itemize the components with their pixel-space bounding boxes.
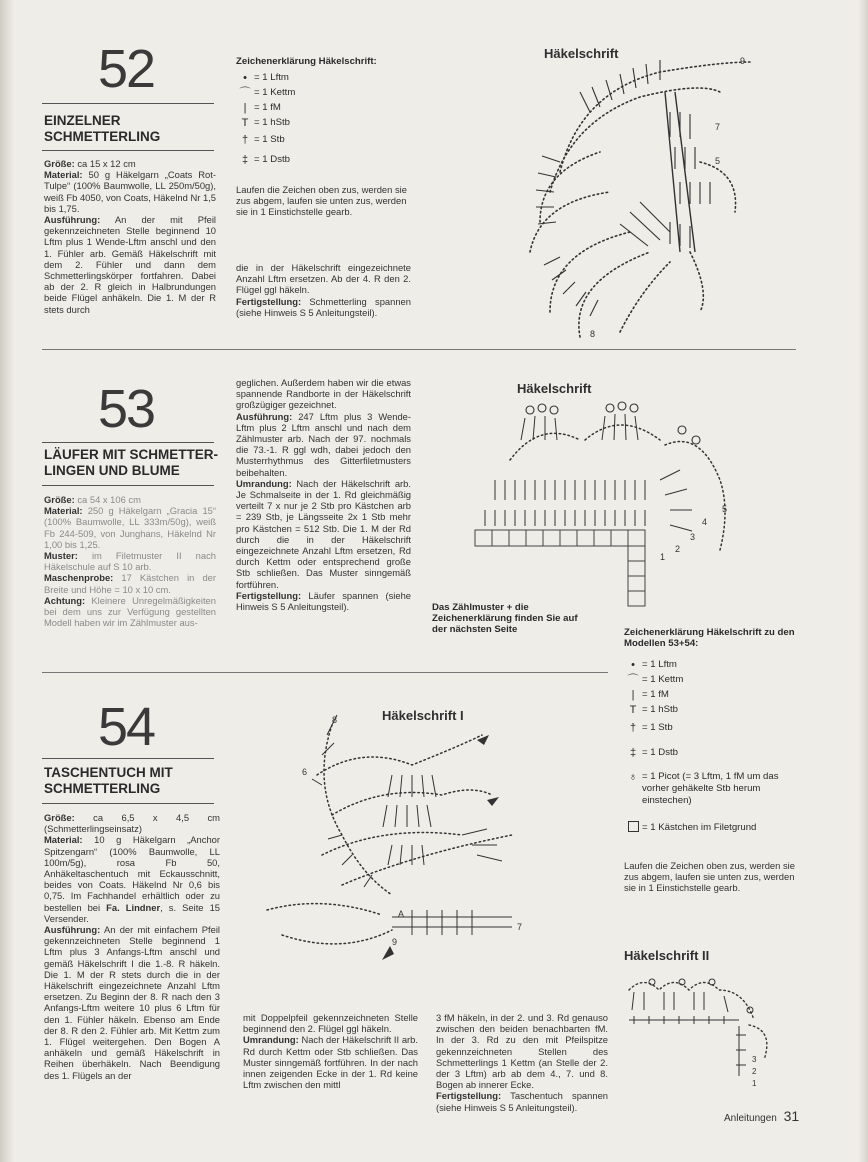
crochet-chart-edging-54 bbox=[624, 970, 784, 1090]
size-value: ca 54 x 106 cm bbox=[77, 494, 141, 505]
model-title-52 bbox=[44, 113, 160, 145]
title-rule bbox=[42, 485, 214, 486]
material-text: 50 g Häkelgarn „Coats Rot-Tulpe“ (100% Baumwolle, LL 250m/50g), weiß Fb 4050, von Coats, Häkelnd Nr 1,5 bis 1,75. bbox=[44, 169, 216, 214]
instructions-54-col3 bbox=[436, 1012, 608, 1113]
gauge-text: 17 Kästchen in der Breite und Höhe = 10 x 10 cm. bbox=[44, 572, 216, 595]
size-value: ca 6,5 x 4,5 cm (Schmetterlingseinsatz) bbox=[44, 812, 220, 835]
model-number-53: 53 bbox=[98, 379, 155, 439]
finishing-text: Taschentuch spannen (siehe Hinweis S 5 Anleitungsteil). bbox=[436, 1090, 609, 1113]
title-line: LÄUFER MIT SCHMETTER- bbox=[44, 447, 218, 462]
instructions-53-cont bbox=[236, 377, 411, 612]
bow-a-label: A bbox=[398, 909, 405, 919]
row-number-label: 8 bbox=[590, 329, 596, 339]
finishing-text: Schmetterling spannen (siehe Hinweis S 5 Anleitungsteil). bbox=[236, 295, 411, 318]
half-double-crochet-icon: T bbox=[241, 116, 249, 129]
page-right-edge bbox=[858, 0, 868, 1162]
filet-square-icon bbox=[624, 821, 642, 835]
row-number-label: 5 bbox=[722, 504, 728, 514]
instructions-text: An der mit einfachem Pfeil gekennzeichneten Stelle beginnend 1 Lftm plus 3 Anfangs-Lftm anschl und gemäß Häkelschrift I die 1.-8. R häkeln. Die 1. M der R stets durch die in der Häkelschrift eingezeichnete Anzahl Lftm ersetzen. Zu Beginn der 8. R nach den 3 Anfangs-Lftm weitere 10 plus 6 Lftm für den 1. Fühler häkeln. Ebenso am Ende der 8. R den 2. Fühler arb. Mit Kettm zum 1. Flügel weitergehen. Den Bogen A anhäkeln und gemäß Häkelschrift in Reihen überhäkeln. Nach Beendigung des 1. Flügels an der bbox=[44, 924, 220, 1081]
footer bbox=[724, 1108, 799, 1124]
legend-label: = 1 Stb bbox=[254, 133, 285, 145]
legend-title-53-54: Zeichenerklärung Häkelschrift zu den Modellen 53+54: bbox=[624, 627, 795, 649]
title-line: TASCHENTUCH MIT bbox=[44, 765, 173, 780]
crochet-chart-butterfly-52 bbox=[520, 52, 780, 342]
legend-label: = 1 hStb bbox=[254, 116, 291, 128]
label-fertigstellung: Fertigstellung: bbox=[236, 589, 302, 601]
edging-text: Nach der Häkelschrift arb. Je Schmalseite in der 1. Rd gleichmäßig verteilt 7 x nur je 2 Stb pro Kästchen arb = 239 Stb, je Längsseite 2x 1 Stb mehr pro Kästchen = 512 Stb. Die 1. M der Rd durch die in der Häkelschrift eingezeichnete Anzahl Lftm ersetzen, Rd durch Kettm oder entsprechend große Stb schließen. Das Muster sinngemäß fortführen. bbox=[236, 477, 411, 590]
chart-title-53: Häkelschrift bbox=[517, 381, 592, 396]
note-text: Kleinere Unregelmäßigkeiten bei dem uns zur Verfügung gestellten Modell haben wir im Zählmuster aus- bbox=[44, 594, 216, 629]
double-crochet-icon: † bbox=[629, 722, 637, 734]
label-maschenprobe: Maschenprobe: bbox=[44, 572, 114, 584]
row-number-label: 1 bbox=[660, 552, 666, 562]
treble-crochet-icon: ‡ bbox=[629, 747, 637, 759]
edging-text: Nach der Häkelschrift II arb. Rd durch Kettm oder Stb schließen. Das Muster sinngemäß fortführen. In der nach innen zeigenden Ecke in der 1. Rd keine Lftm zwischen den mittl bbox=[243, 1034, 418, 1091]
row-number-label: 1 bbox=[752, 1079, 757, 1088]
row-number-label: 9 bbox=[392, 937, 398, 947]
chart-title-54-ii: Häkelschrift II bbox=[624, 948, 710, 963]
crochet-chart-butterfly-54 bbox=[262, 705, 562, 975]
row-number-label: 3 bbox=[690, 532, 696, 542]
row-number-label: 6 bbox=[302, 767, 308, 777]
legend-52 bbox=[236, 70, 411, 171]
instructions-53 bbox=[44, 494, 216, 628]
instructions-52-cont bbox=[236, 262, 411, 318]
label-umrandung: Umrandung: bbox=[243, 1034, 299, 1046]
label-groesse: Größe: bbox=[44, 158, 75, 169]
half-double-crochet-icon: T bbox=[629, 703, 637, 716]
material-text: , s. Seite 15 Versender. bbox=[44, 901, 220, 924]
picot-icon: ♁ bbox=[628, 771, 638, 783]
legend-title-52: Zeichenerklärung Häkelschrift: bbox=[236, 56, 377, 67]
row-number-label: 8 bbox=[332, 715, 338, 725]
legend-label: = 1 Picot (= 3 Lftm, 1 fM um das vorher gehäkelte Stb herum einstechen) bbox=[642, 771, 779, 806]
chain-stitch-icon: • bbox=[243, 71, 247, 84]
legend-label: = 1 Kettm bbox=[254, 86, 296, 98]
single-crochet-icon: | bbox=[243, 101, 247, 114]
label-achtung: Achtung: bbox=[44, 594, 86, 606]
label-ausfuehrung: Ausführung: bbox=[44, 214, 101, 226]
label-umrandung: Umrandung: bbox=[236, 477, 292, 489]
counting-chart-note: Das Zählmuster + die Zeichenerklärung finden Sie auf der nächsten Seite bbox=[432, 602, 578, 635]
title-rule bbox=[42, 758, 214, 759]
legend-label: = 1 Lftm bbox=[254, 71, 289, 83]
label-material: Material: bbox=[44, 169, 83, 181]
section-divider bbox=[42, 349, 796, 350]
legend-label: = 1 fM bbox=[254, 101, 281, 113]
section-divider bbox=[42, 672, 608, 673]
title-rule bbox=[42, 103, 214, 104]
title-line: SCHMETTERLING bbox=[44, 129, 161, 144]
row-number-label: 7 bbox=[517, 922, 523, 932]
legend-label: = 1 fM bbox=[642, 688, 669, 700]
slip-stitch-icon: ⌒ bbox=[627, 673, 639, 686]
material-text: 10 g Häkelgarn „Anchor Spitzengarn“ (100% Baumwolle, LL 100m/5g), rosa Fb 50, Anhäkeltaschentuch mit Eckausschnitt, beides von Coats. Häkelnd Nr 0,6 bis 0,75. Im Fachhandel erhältlich oder zu bestellen bei bbox=[44, 834, 220, 913]
label-ausfuehrung: Ausführung: bbox=[236, 410, 293, 422]
instructions-text: die in der Häkelschrift eingezeichnete Anzahl Lftm ersetzen. Ab der 4. R den 2. Flügel ggl häkeln. bbox=[236, 262, 411, 296]
label-material: Material: bbox=[44, 505, 83, 517]
footer-label: Anleitungen bbox=[724, 1113, 777, 1124]
instructions-text: 247 Lftm plus 3 Wende-Lftm plus 2 Lftm anschl und nach dem Zählmuster arb. Nach der 97. nochmals die 73.-1. R ggl wdh, dabei jedoch den Musterrhythmus des Gitterfiletmusters beibehalten. bbox=[236, 410, 411, 478]
finishing-text: Läufer spannen (siehe Hinweis S 5 Anleitungsteil). bbox=[236, 589, 412, 613]
row-number-label: 2 bbox=[675, 544, 681, 554]
chart-title-54-i: Häkelschrift I bbox=[382, 708, 464, 723]
row-number-label: 4 bbox=[702, 517, 708, 527]
model-number-52: 52 bbox=[98, 39, 155, 99]
label-ausfuehrung: Ausführung: bbox=[44, 924, 101, 936]
row-number-label: 5 bbox=[715, 156, 721, 166]
label-material: Material: bbox=[44, 834, 83, 846]
label-muster: Muster: bbox=[44, 550, 78, 562]
legend-label: = 1 hStb bbox=[642, 703, 679, 715]
label-fertigstellung: Fertigstellung: bbox=[236, 295, 302, 307]
row-number-label: 2 bbox=[752, 1067, 757, 1076]
row-number-label: 3 bbox=[752, 1055, 757, 1064]
chart-title-52: Häkelschrift bbox=[544, 46, 619, 61]
crochet-chart-edging-53 bbox=[470, 400, 750, 610]
label-groesse: Größe: bbox=[44, 494, 75, 505]
instructions-text: geglichen. Außerdem haben wir die etwas spannende Randborte in der Häkelschrift großzügiger gezeichnet. bbox=[236, 377, 411, 411]
instructions-text: An der mit Pfeil gekennzeichneten Stelle beginnend 10 Lftm plus 1 Wende-Lftm anschl und den 1. Fühler arb. Gemäß Häkelschrift mit dem 2. Fühler und dann dem Schmetterlingskörper fortfahren. Dabei ab der 2. R gleich in Halbrundungen beide Flügel anhäkeln. Die 1. M der R stets durch bbox=[44, 214, 216, 315]
single-crochet-icon: | bbox=[631, 688, 635, 701]
title-line: EINZELNER bbox=[44, 113, 121, 128]
pattern-text: im Filetmuster II nach Häkelschule auf S 10 arb. bbox=[44, 550, 217, 573]
size-value: ca 15 x 12 cm bbox=[77, 158, 136, 169]
label-groesse: Größe: bbox=[44, 812, 75, 823]
treble-crochet-icon: ‡ bbox=[241, 154, 249, 166]
model-title-53 bbox=[44, 447, 218, 479]
instructions-54 bbox=[44, 812, 220, 1081]
material-text: 250 g Häkelgarn „Gracia 15“ (100% Baumwolle, LL 333m/50g), weiß Fb 244-509, von Junghans, Häkelnd Nr 1,00 bis 1,25. bbox=[44, 505, 217, 550]
supplier-name: Fa. Lindner bbox=[106, 901, 161, 913]
slip-stitch-icon: ⌒ bbox=[239, 86, 251, 99]
legend-label: = 1 Lftm bbox=[642, 658, 677, 670]
title-rule bbox=[42, 803, 214, 804]
instructions-52 bbox=[44, 158, 216, 315]
legend-53-54 bbox=[624, 657, 804, 835]
legend-label: = 1 Kästchen im Filetgrund bbox=[642, 822, 757, 833]
legend-label: = 1 Kettm bbox=[642, 673, 684, 685]
page-number: 31 bbox=[783, 1108, 800, 1124]
title-rule bbox=[42, 442, 214, 443]
legend-label: = 1 Dstb bbox=[642, 747, 678, 758]
model-number-54: 54 bbox=[98, 697, 155, 757]
model-title-54 bbox=[44, 765, 173, 797]
instructions-text: mit Doppelpfeil gekennzeichneten Stelle beginnend den 2. Flügel ggl häkeln. bbox=[243, 1012, 418, 1035]
title-line: LINGEN UND BLUME bbox=[44, 463, 180, 478]
chain-stitch-icon: • bbox=[631, 658, 635, 671]
title-rule bbox=[42, 150, 214, 151]
page-left-edge bbox=[0, 0, 14, 1162]
title-line: SCHMETTERLING bbox=[44, 781, 161, 796]
legend-note-52: Laufen die Zeichen oben zus, werden sie zus abgem, laufen sie unten zus, werden sie in 1 Einstichstelle gearb. bbox=[236, 184, 407, 218]
row-number-label: 9 bbox=[740, 56, 746, 66]
legend-note-53-54: Laufen die Zeichen oben zus, werden sie zus abgem, laufen sie unten zus, werden sie in 1 Einstichstelle gearb. bbox=[624, 860, 795, 894]
legend-label: = 1 Dstb bbox=[254, 154, 290, 165]
legend-label: = 1 Stb bbox=[642, 722, 673, 733]
double-crochet-icon: † bbox=[241, 133, 249, 146]
label-fertigstellung: Fertigstellung: bbox=[436, 1090, 502, 1102]
instructions-54-col2 bbox=[243, 1012, 418, 1090]
instructions-text: 3 fM häkeln, in der 2. und 3. Rd genauso zwischen den beiden benachbarten fM. In der 3. Rd zu den mit Pfeilspitze gekennzeichneten Stellen des Schmetterlings 1 Kettm (an Stelle der 2. der 3 Lftm) arb ab dem 4., 7. und 8. Bogen ab innerer Ecke. bbox=[436, 1012, 608, 1091]
row-number-label: 7 bbox=[715, 122, 721, 132]
